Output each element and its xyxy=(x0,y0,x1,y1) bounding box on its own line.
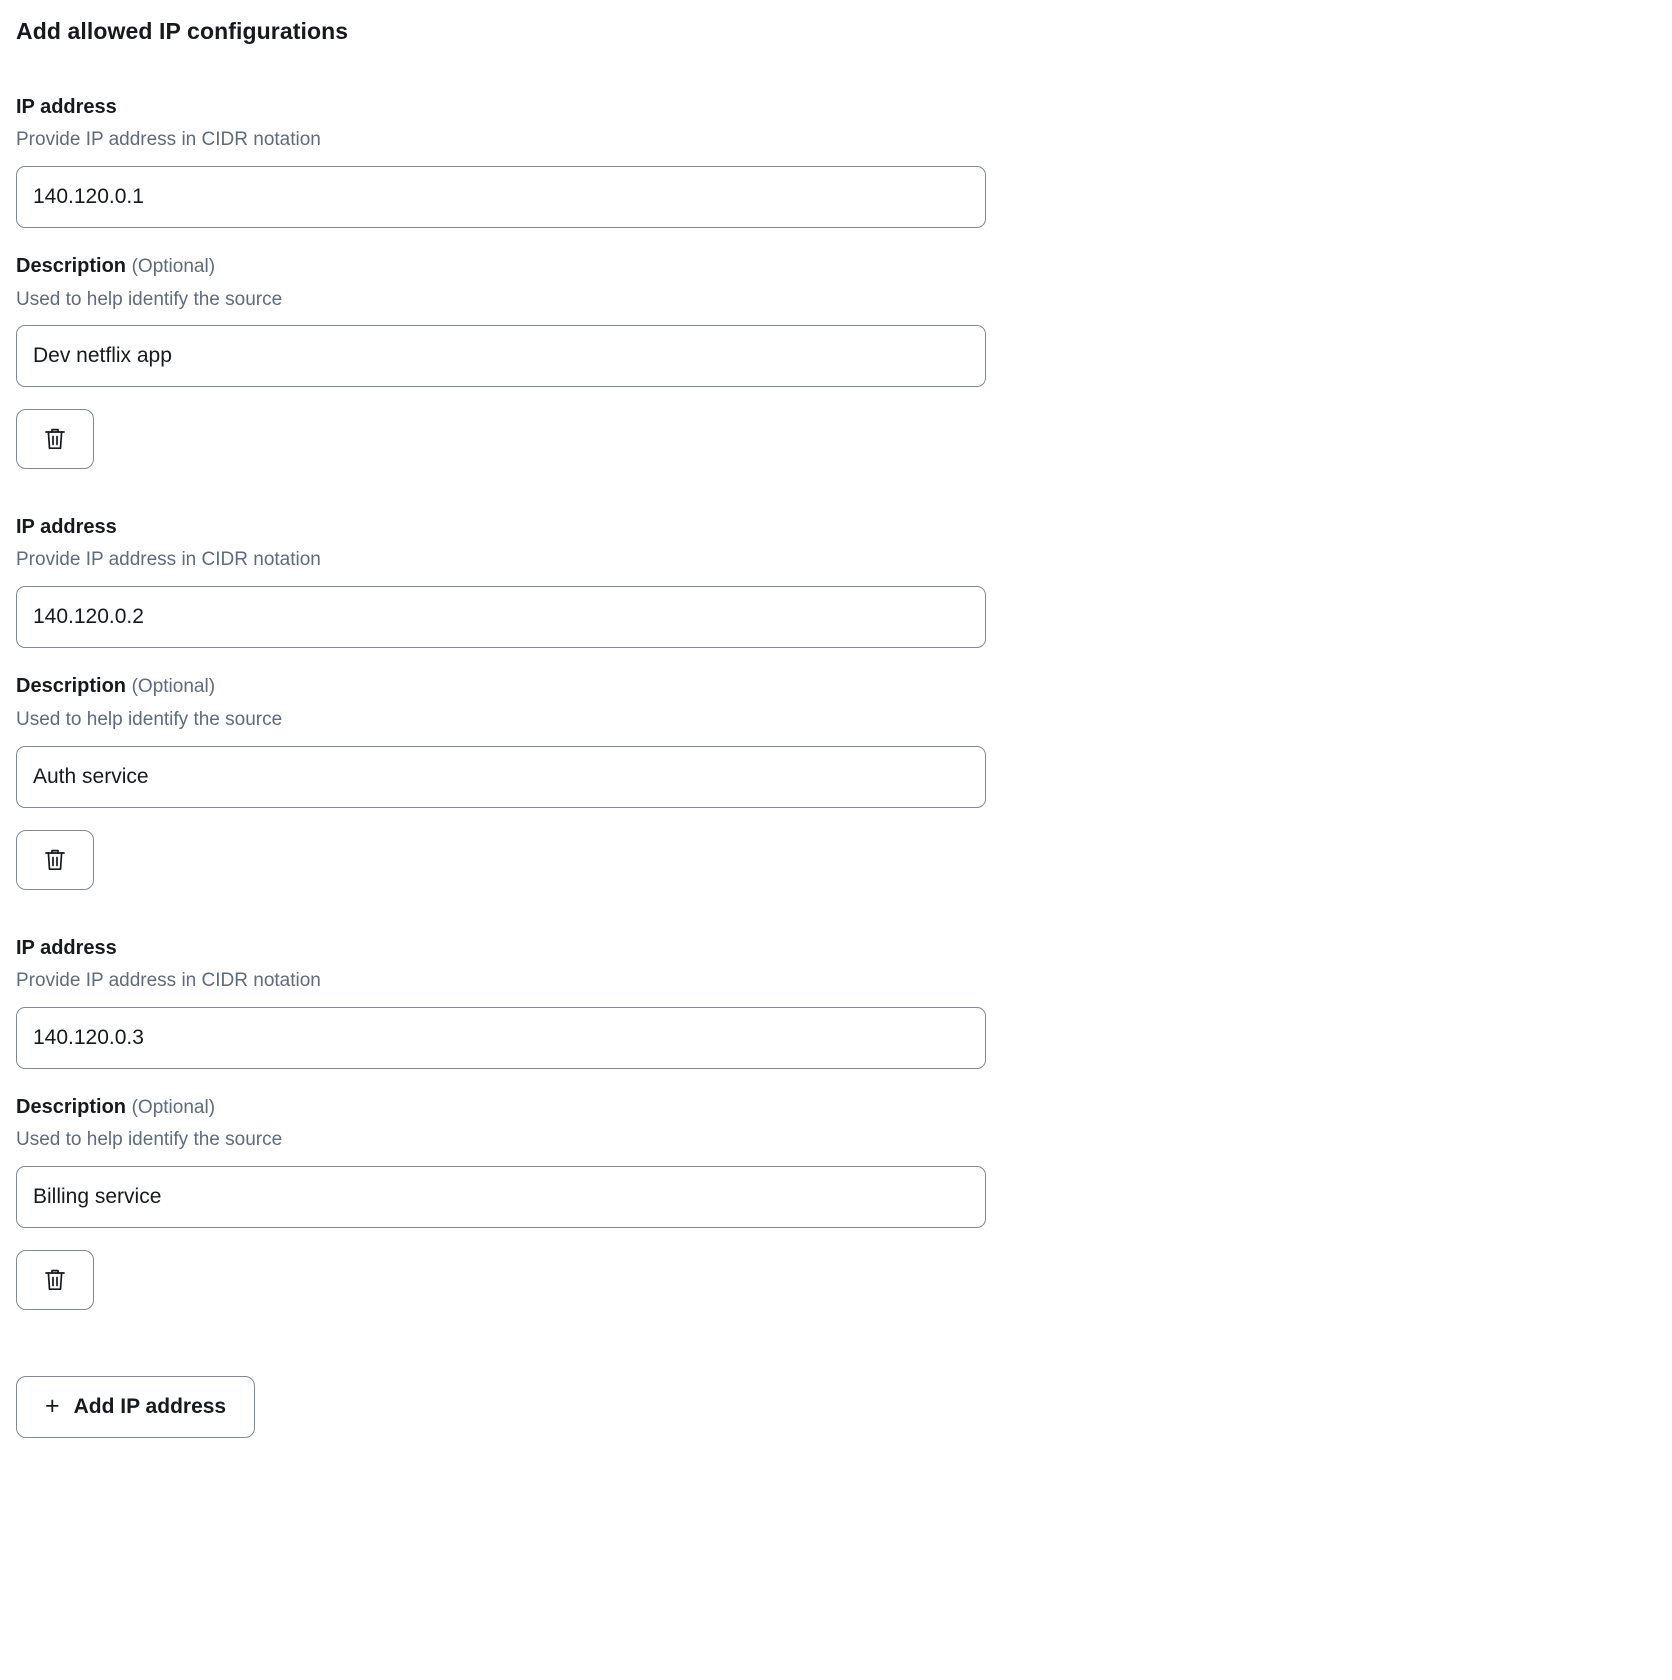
description-field-group xyxy=(16,254,1672,388)
description-input[interactable] xyxy=(16,746,986,808)
add-ip-address-button[interactable] xyxy=(16,1376,255,1438)
ip-address-label: IP address xyxy=(16,96,117,118)
description-field-group xyxy=(16,1095,1672,1229)
ip-configuration-entry xyxy=(16,515,1672,889)
description-label-text: Description xyxy=(16,1095,127,1118)
remove-ip-button[interactable] xyxy=(16,409,94,469)
description-hint: Used to help identify the source xyxy=(16,708,283,730)
ip-address-field-group xyxy=(16,95,1672,228)
ip-address-hint: Provide IP address in CIDR notation xyxy=(16,129,321,150)
ip-address-field-group xyxy=(16,515,1672,648)
description-input[interactable] xyxy=(16,325,986,387)
description-label xyxy=(16,674,1672,699)
page-title: Add allowed IP configurations xyxy=(16,18,349,44)
remove-ip-button[interactable] xyxy=(16,830,94,890)
description-hint: Used to help identify the source xyxy=(16,1129,283,1151)
description-field-group xyxy=(16,674,1672,808)
trash-icon xyxy=(43,1267,67,1293)
description-input[interactable] xyxy=(16,1166,986,1228)
add-ip-address-label: Add IP address xyxy=(73,1395,227,1419)
ip-address-label: IP address xyxy=(16,516,117,539)
ip-address-field-group xyxy=(16,936,1672,1069)
ip-address-input[interactable] xyxy=(16,166,986,228)
ip-configuration-entry xyxy=(16,95,1672,469)
description-optional-text: (Optional) xyxy=(131,255,216,277)
ip-configuration-entry xyxy=(16,936,1672,1310)
description-label-text: Description xyxy=(16,254,127,277)
trash-icon xyxy=(43,847,67,873)
description-label-text: Description xyxy=(16,675,127,698)
ip-address-label: IP address xyxy=(16,936,117,959)
ip-address-input[interactable] xyxy=(16,1007,986,1069)
description-label xyxy=(16,1095,1672,1120)
description-label xyxy=(16,254,1672,279)
plus-icon: + xyxy=(45,1391,60,1420)
description-hint: Used to help identify the source xyxy=(16,288,283,310)
description-optional-text: (Optional) xyxy=(131,676,216,698)
description-optional-text: (Optional) xyxy=(131,1096,216,1118)
ip-address-hint: Provide IP address in CIDR notation xyxy=(16,969,321,991)
ip-address-hint: Provide IP address in CIDR notation xyxy=(16,549,321,571)
trash-icon xyxy=(43,426,67,452)
remove-ip-button[interactable] xyxy=(16,1250,94,1310)
ip-address-input[interactable] xyxy=(16,586,986,648)
